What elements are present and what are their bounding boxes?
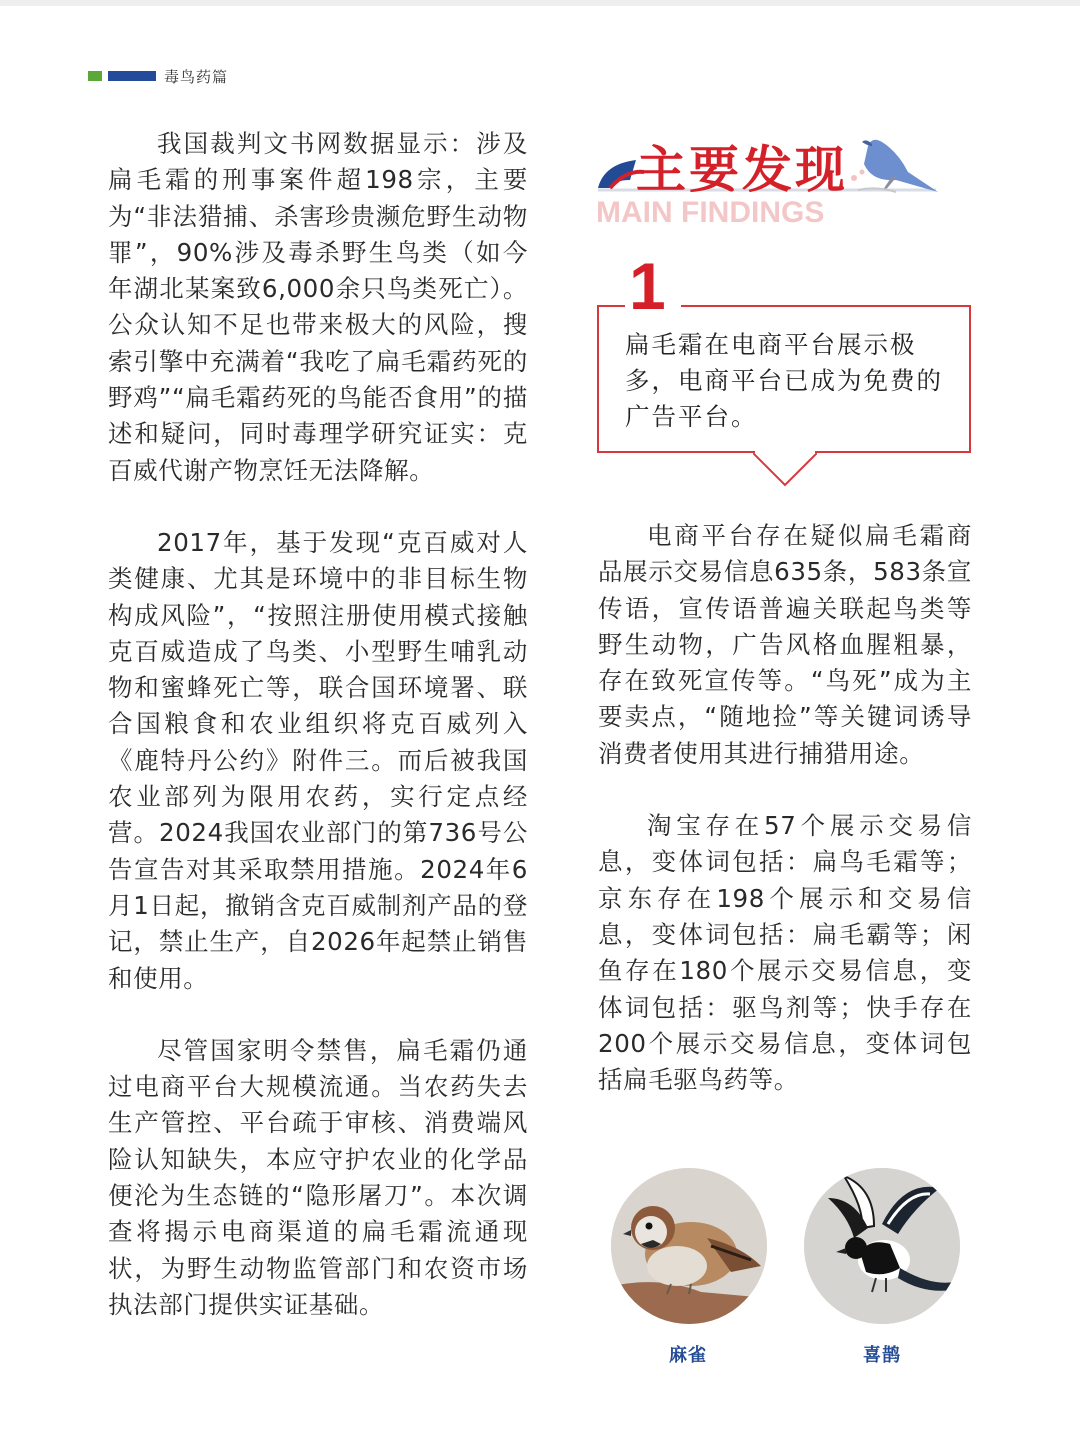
right-column xyxy=(598,518,972,1098)
left-paragraph-1: 我国裁判文书网数据显示：涉及扁毛霜的刑事案件超198宗，主要为“非法猎捕、杀害珍贵濒危野生动物罪”，90%涉及毒杀野生鸟类（如今年湖北某案致6,000余只鸟类死亡）。公众认知不足也带来极大的风险，搜索引擎中充满着“我吃了扁毛霜药死的野鸡”“扁毛霜药死的鸟能否食用”的描述和疑问，同时毒理学研究证实：克百威代谢产物烹饪无法降解。 xyxy=(108,129,528,485)
finding-callout-box xyxy=(597,249,971,453)
bird-icon xyxy=(851,140,938,192)
callout-pointer xyxy=(753,451,817,489)
left-paragraph-3: 尽管国家明令禁售，扁毛霜仍通过电商平台大规模流通。当农药失去生产管控、平台疏于审核、消费端风险认知缺失，本应守护农业的化学品便沦为生态链的“隐形屠刀”。本次调查将揭示电商渠道的扁毛霜流通现状，为野生动物监管部门和农资市场执法部门提供实证基础。 xyxy=(108,1035,528,1319)
magpie-label: 喜鹊 xyxy=(863,1345,901,1366)
top-strip xyxy=(0,0,1080,6)
finding-number: 1 xyxy=(629,249,666,323)
left-column xyxy=(108,126,528,1323)
page-header xyxy=(88,64,228,88)
sparrow-photo xyxy=(611,1168,767,1324)
header-accent-blue xyxy=(108,71,156,81)
right-paragraph-2: 淘宝存在57个展示交易信息，变体词包括：扁鸟毛霜等；京东存在198个展示和交易信息，变体词包括：扁毛霸等；闲鱼存在180个展示交易信息，变体词包括：驱鸟剂等；快手存在200个展示交易信息，变体词包括扁毛驱鸟药等。 xyxy=(598,811,972,1095)
sparrow-label: 麻雀 xyxy=(669,1345,707,1366)
finding-callout-text: 扁毛霜在电商平台展示极多，电商平台已成为免费的广告平台。 xyxy=(625,330,943,431)
section-title: 毒鸟药篇 xyxy=(164,67,229,86)
findings-subtitle: MAIN FINDINGS xyxy=(596,196,825,229)
left-paragraph-2: 2017年，基于发现“克百威对人类健康、尤其是环境中的非目标生物构成风险”，“按照注册使用模式接触克百威造成了鸟类、小型野生哺乳动物和蜜蜂死亡等，联合国环境署、联合国粮食和农业组织将克百威列入《鹿特丹公约》附件三。而后被我国农业部列为限用农药，实行定点经营。2024我国农业部门的第736号公告宣告对其采取禁用措施。2024年6月1日起，撤销含克百威制剂产品的登记，禁止生产，自2026年起禁止销售和使用。 xyxy=(108,527,528,993)
header-accent-green xyxy=(88,71,102,81)
right-paragraph-1: 电商平台存在疑似扁毛霜商品展示交易信息635条，583条宣传语，宣传语普遍关联起鸟类等野生动物，广告风格血腥粗暴，存在致死宣传等。“鸟死”成为主要卖点，“随地捡”等关键词诱导消费者使用其进行捕猎用途。 xyxy=(598,521,972,768)
main-findings-heading xyxy=(596,124,976,244)
magpie-photo xyxy=(804,1168,960,1324)
findings-title: 主要发现 xyxy=(636,141,848,199)
